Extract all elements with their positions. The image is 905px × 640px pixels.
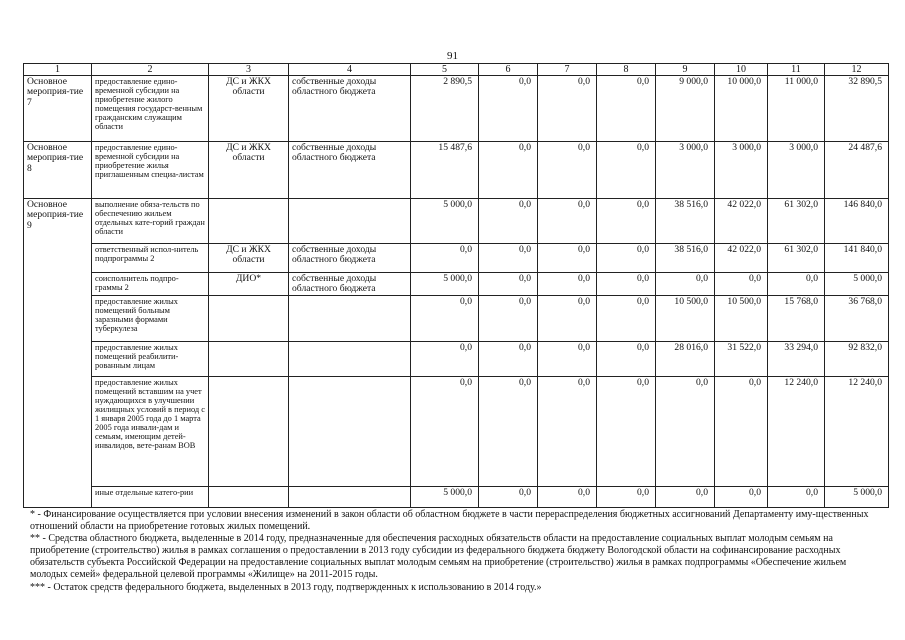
value-cell: 61 302,0 xyxy=(768,244,825,273)
table-row xyxy=(24,142,889,199)
value-cell: 5 000,0 xyxy=(411,273,479,296)
value-cell: 33 294,0 xyxy=(768,341,825,376)
executor-cell: ДС и ЖКХ области xyxy=(209,244,289,273)
value-cell: 0,0 xyxy=(479,273,538,296)
activity-cell: Основное мероприя-тие 7 xyxy=(24,76,92,142)
column-number: 12 xyxy=(825,64,889,76)
table-row xyxy=(24,199,889,244)
source-cell xyxy=(289,486,411,507)
executor-cell: ДС и ЖКХ области xyxy=(209,142,289,199)
value-cell: 0,0 xyxy=(597,76,656,142)
source-cell: собственные доходы областного бюджета xyxy=(289,142,411,199)
value-cell: 36 768,0 xyxy=(825,295,889,341)
table-row xyxy=(24,295,889,341)
description-cell: предоставление едино-временной субсидии на приобретение жилья приглашенным специа-листам xyxy=(92,142,209,199)
value-cell: 10 500,0 xyxy=(715,295,768,341)
value-cell: 3 000,0 xyxy=(715,142,768,199)
value-cell: 141 840,0 xyxy=(825,244,889,273)
value-cell: 0,0 xyxy=(411,295,479,341)
value-cell: 0,0 xyxy=(538,341,597,376)
column-number: 8 xyxy=(597,64,656,76)
description-cell: выполнение обяза-тельств по обеспечению жильем отдельных кате-горий граждан области xyxy=(92,199,209,244)
value-cell: 92 832,0 xyxy=(825,341,889,376)
value-cell: 9 000,0 xyxy=(656,76,715,142)
table-row xyxy=(24,486,889,507)
value-cell: 2 890,5 xyxy=(411,76,479,142)
column-number: 2 xyxy=(92,64,209,76)
value-cell: 42 022,0 xyxy=(715,244,768,273)
source-cell xyxy=(289,295,411,341)
column-number: 9 xyxy=(656,64,715,76)
column-number: 5 xyxy=(411,64,479,76)
value-cell: 5 000,0 xyxy=(411,199,479,244)
value-cell: 0,0 xyxy=(411,341,479,376)
source-cell: собственные доходы областного бюджета xyxy=(289,76,411,142)
executor-cell xyxy=(209,376,289,486)
budget-table xyxy=(23,63,889,508)
executor-cell xyxy=(209,295,289,341)
column-number: 7 xyxy=(538,64,597,76)
table-row xyxy=(24,76,889,142)
value-cell: 0,0 xyxy=(597,199,656,244)
value-cell: 12 240,0 xyxy=(825,376,889,486)
footnote-1: * - Финансирование осуществляется при условии внесения изменений в закон области об областном бюджете в части перераспределения бюджетных ассигнований Департаменту иму-щественных отношений области на приобретение готовых жилых помещений. xyxy=(30,509,869,533)
value-cell: 0,0 xyxy=(656,273,715,296)
value-cell: 0,0 xyxy=(597,295,656,341)
value-cell: 0,0 xyxy=(715,376,768,486)
value-cell: 0,0 xyxy=(768,273,825,296)
executor-cell xyxy=(209,486,289,507)
value-cell: 0,0 xyxy=(538,76,597,142)
value-cell: 0,0 xyxy=(479,486,538,507)
column-number: 3 xyxy=(209,64,289,76)
value-cell: 32 890,5 xyxy=(825,76,889,142)
activity-cell: Основное мероприя-тие 8 xyxy=(24,142,92,199)
value-cell: 0,0 xyxy=(597,341,656,376)
source-cell: собственные доходы областного бюджета xyxy=(289,273,411,296)
value-cell: 5 000,0 xyxy=(411,486,479,507)
value-cell: 11 000,0 xyxy=(768,76,825,142)
source-cell xyxy=(289,199,411,244)
value-cell: 15 768,0 xyxy=(768,295,825,341)
description-cell: предоставление жилых помещений больным заразными формами туберкулеза xyxy=(92,295,209,341)
executor-cell: ДС и ЖКХ области xyxy=(209,76,289,142)
column-number: 1 xyxy=(24,64,92,76)
value-cell: 0,0 xyxy=(597,142,656,199)
value-cell: 0,0 xyxy=(479,142,538,199)
value-cell: 0,0 xyxy=(538,376,597,486)
footnotes xyxy=(30,509,880,594)
column-number-row xyxy=(24,64,889,76)
source-cell xyxy=(289,341,411,376)
value-cell: 61 302,0 xyxy=(768,199,825,244)
table-row xyxy=(24,376,889,486)
value-cell: 28 016,0 xyxy=(656,341,715,376)
description-cell: иные отдельные катего-рии xyxy=(92,486,209,507)
value-cell: 0,0 xyxy=(768,486,825,507)
value-cell: 0,0 xyxy=(656,486,715,507)
column-number: 11 xyxy=(768,64,825,76)
footnote-2: ** - Средства областного бюджета, выделенные в 2014 году, предназначенные для обеспечения расходных обязательств области на предоставление социальных выплат молодым семьям на приобретение (строительство) жилья в рамках соглашения о предоставлении в 2013 году субсидии из федерального бюджета бюджету Вологодской области на софинансирование расходных обязательств субъекта Российской Федерации на предоставление социальных выплат молодым семьям на приобретение (строительство) жилья в рамках подпрограммы «Обеспечение жильем молодых семей» федеральной целевой программы «Жилище» на 2011-2015 годы. xyxy=(30,533,847,581)
footnote-3: *** - Остаток средств федерального бюджета, выделенных в 2013 году, подтвержденных к использованию в 2014 году.» xyxy=(30,581,542,593)
column-number: 10 xyxy=(715,64,768,76)
value-cell: 0,0 xyxy=(715,273,768,296)
value-cell: 0,0 xyxy=(479,244,538,273)
source-cell: собственные доходы областного бюджета xyxy=(289,244,411,273)
executor-cell xyxy=(209,341,289,376)
value-cell: 0,0 xyxy=(479,295,538,341)
value-cell: 0,0 xyxy=(479,376,538,486)
source-cell xyxy=(289,376,411,486)
value-cell: 38 516,0 xyxy=(656,244,715,273)
column-number: 4 xyxy=(289,64,411,76)
value-cell: 15 487,6 xyxy=(411,142,479,199)
description-cell: предоставление едино-временной субсидии на приобретение жилого помещения государст-венным гражданским служащим области xyxy=(92,76,209,142)
value-cell: 0,0 xyxy=(538,244,597,273)
executor-cell xyxy=(209,199,289,244)
value-cell: 0,0 xyxy=(597,486,656,507)
value-cell: 10 000,0 xyxy=(715,76,768,142)
value-cell: 0,0 xyxy=(538,142,597,199)
value-cell: 0,0 xyxy=(479,76,538,142)
value-cell: 38 516,0 xyxy=(656,199,715,244)
activity-cell: Основное мероприя-тие 9 xyxy=(24,199,92,508)
description-cell: предоставление жилых помещений реабилити-рованным лицам xyxy=(92,341,209,376)
value-cell: 0,0 xyxy=(656,376,715,486)
value-cell: 0,0 xyxy=(597,376,656,486)
value-cell: 0,0 xyxy=(538,486,597,507)
value-cell: 0,0 xyxy=(479,199,538,244)
value-cell: 24 487,6 xyxy=(825,142,889,199)
executor-cell: ДИО* xyxy=(209,273,289,296)
column-number: 6 xyxy=(479,64,538,76)
table-row xyxy=(24,273,889,296)
page-number: 91 xyxy=(447,50,458,62)
value-cell: 0,0 xyxy=(411,376,479,486)
value-cell: 42 022,0 xyxy=(715,199,768,244)
value-cell: 0,0 xyxy=(597,244,656,273)
value-cell: 3 000,0 xyxy=(768,142,825,199)
value-cell: 12 240,0 xyxy=(768,376,825,486)
value-cell: 0,0 xyxy=(597,273,656,296)
value-cell: 0,0 xyxy=(538,199,597,244)
value-cell: 5 000,0 xyxy=(825,273,889,296)
value-cell: 31 522,0 xyxy=(715,341,768,376)
value-cell: 0,0 xyxy=(479,341,538,376)
description-cell: предоставление жилых помещений вставшим на учет нуждающихся в улучшении жилищных условий в период с 1 января 2005 года до 1 марта 2005 года инвали-дам и семьям, имеющим детей-инвалидов, вете-ранам ВОВ xyxy=(92,376,209,486)
description-cell: ответственный испол-нитель подпрограммы 2 xyxy=(92,244,209,273)
value-cell: 10 500,0 xyxy=(656,295,715,341)
value-cell: 5 000,0 xyxy=(825,486,889,507)
table-row xyxy=(24,341,889,376)
value-cell: 0,0 xyxy=(538,273,597,296)
description-cell: соисполнитель подпро-граммы 2 xyxy=(92,273,209,296)
value-cell: 0,0 xyxy=(411,244,479,273)
value-cell: 146 840,0 xyxy=(825,199,889,244)
table-body xyxy=(24,64,889,508)
table-row xyxy=(24,244,889,273)
value-cell: 0,0 xyxy=(538,295,597,341)
value-cell: 0,0 xyxy=(715,486,768,507)
value-cell: 3 000,0 xyxy=(656,142,715,199)
